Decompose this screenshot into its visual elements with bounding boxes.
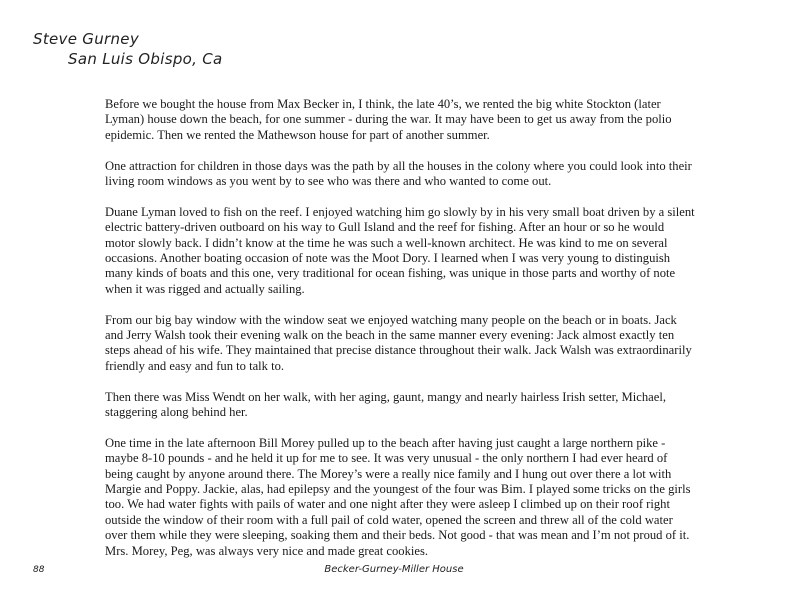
author-location: San Luis Obispo, Ca <box>68 50 223 68</box>
paragraph-6: One time in the late afternoon Bill Morey pulled up to the beach after having just caught a large northern pike - maybe 8-10 pounds - and he held it up for me to see. It was very unusual - the only northern I had ever heard of being caught by anyone around there. The Morey’s were a really nice family and I hung out over there a lot with Margie and Poppy. Jackie, alas, had epilepsy and the youngest of the four was Bim. I played some tricks on the girls too. We had water fights with pails of water and one night after they were asleep I climbed up on their roof right outside the window of their room with a full pail of cold water, opened the screen and threw all of the cold water over them while they were sleeping, soaking them and their beds. Not good - that was mean and I’m not proud of it. Mrs. Morey, Peg, was always very nice and made great cookies. <box>105 435 691 558</box>
paragraph-5: Then there was Miss Wendt on her walk, with her aging, gaunt, mangy and nearly hairless Irish setter, Michael, staggering along behind her. <box>105 389 666 420</box>
body-text <box>105 97 695 575</box>
paragraph-4: From our big bay window with the window seat we enjoyed watching many people on the beach or in boats. Jack and Jerry Walsh took their evening walk on the beach in the same manner every evening: Jack almost exactly ten steps ahead of his wife. They maintained that precise distance throughout their walk. Jack Walsh was extraordinarily friendly and easy and fun to talk to. <box>105 312 692 373</box>
author-name: Steve Gurney <box>33 30 140 48</box>
footer-title: Becker-Gurney-Miller House <box>324 564 464 575</box>
paragraph-3: Duane Lyman loved to fish on the reef. I enjoyed watching him go slowly by in his very small boat driven by a silent electric battery-driven outboard on his way to Gull Island and the reef for fishing. After an hour or so he would motor slowly back. I didn’t know at the time he was such a well-known architect. He was kind to me on several occasions. Another boating occasion of note was the Moot Dory. I learned when I was very young to distinguish many kinds of boats and this one, very traditional for ocean fishing, was unique in those parts and worthy of note when it was rigged and actually sailing. <box>105 204 695 296</box>
page-number: 88 <box>33 565 45 575</box>
paragraph-1: Before we bought the house from Max Becker in, I think, the late 40’s, we rented the big white Stockton (later Lyman) house down the beach, for one summer - during the war. It may have been to get us away from the polio epidemic. Then we rented the Mathewson house for part of another summer. <box>105 97 672 142</box>
paragraph-2: One attraction for children in those days was the path by all the houses in the colony where you could look into their living room windows as you went by to see who was there and who wanted to come out. <box>105 158 692 189</box>
